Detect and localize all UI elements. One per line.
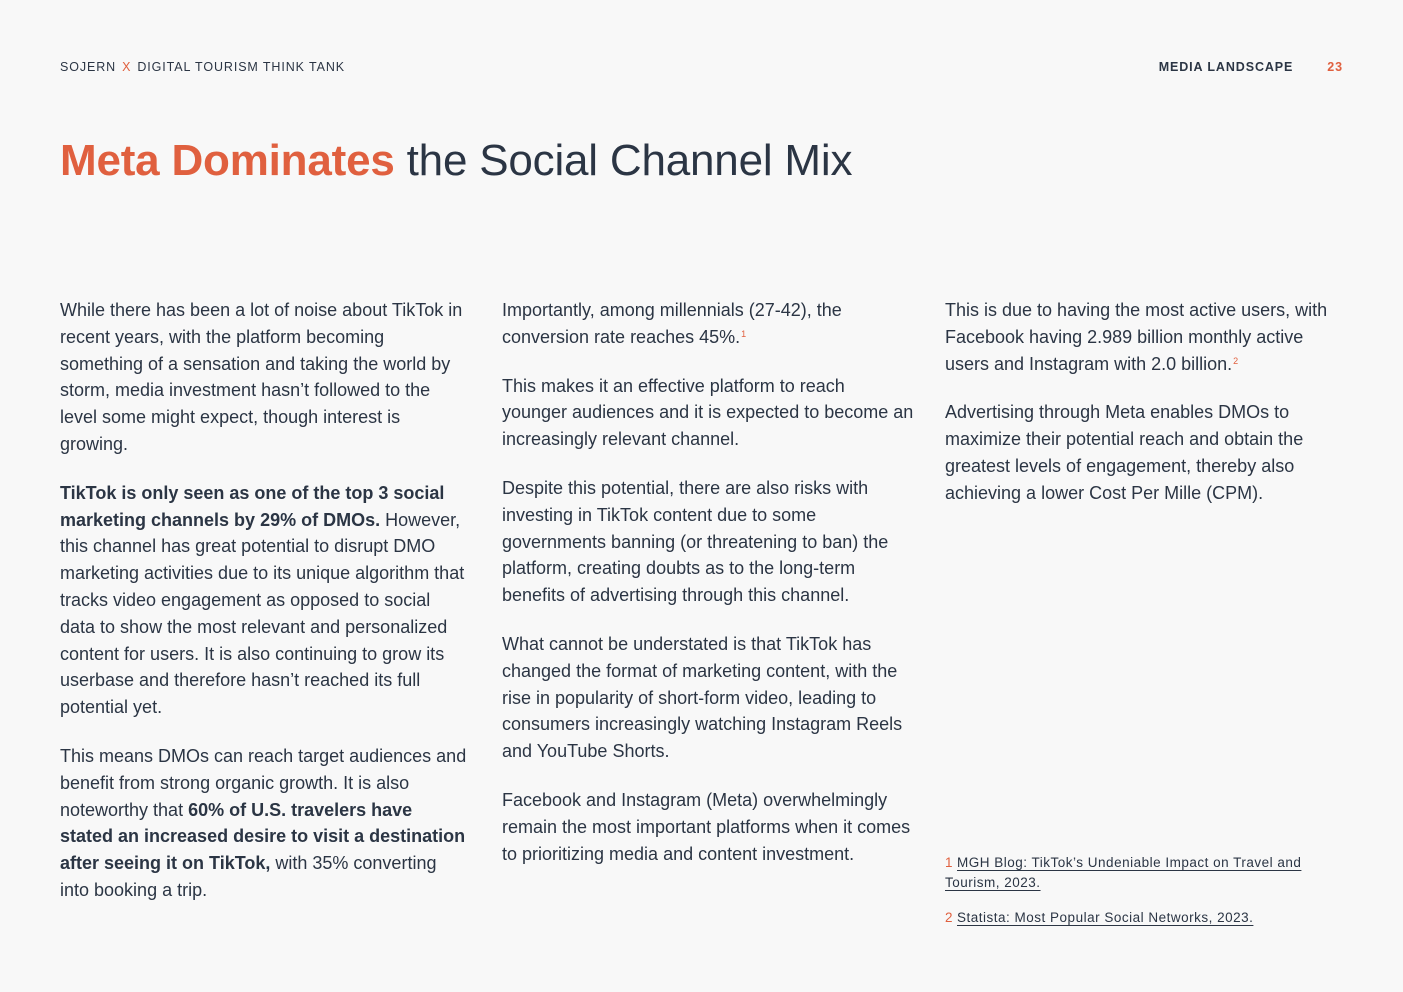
paragraph: While there has been a lot of noise about TikTok in recent years, with the platform becoming something of a sensation and taking the world by storm, media investment hasn’t followed to the level some might expect, though interest is growing. xyxy=(60,300,463,454)
footnote-reference[interactable]: 2 xyxy=(1233,355,1239,366)
footnote-number: 2 xyxy=(945,910,954,925)
header-brand xyxy=(60,60,345,74)
section-label: MEDIA LANDSCAPE xyxy=(1158,60,1294,74)
header-section xyxy=(1159,60,1343,74)
page-title-accent: Meta Dominates xyxy=(60,136,395,185)
footnotes xyxy=(945,853,1345,943)
paragraph: Despite this potential, there are also risks with investing in TikTok content due to some governments banning (or threatening to ban) the platform, creating doubts as to the long-term benefits of advertising through this channel. xyxy=(502,477,889,606)
page-title xyxy=(60,136,852,186)
footnote-number: 1 xyxy=(945,855,954,870)
footnote-2 xyxy=(945,908,1345,928)
paragraph-text: This means DMOs can reach target audiences and benefit from strong organic growth. It is also noteworthy that xyxy=(60,745,467,820)
paragraph: Advertising through Meta enables DMOs to maximize their potential reach and obtain the greatest levels of engagement, thereby also achieving a lower Cost Per Mille (CPM). xyxy=(945,402,1304,503)
paragraph-text: This is due to having the most active users, with Facebook having 2.989 billion monthly active users and Instagram with 2.0 billion. xyxy=(945,300,1328,374)
page-title-rest: the Social Channel Mix xyxy=(394,136,853,185)
paragraph: What cannot be understated is that TikTok has changed the format of marketing content, with the rise in popularity of short-form video, leading to consumers increasingly watching Instagram Reels and YouTube Shorts. xyxy=(502,633,903,762)
footnote-1 xyxy=(945,853,1345,893)
paragraph: This makes it an effective platform to reach younger audiences and it is expected to become an increasingly relevant channel. xyxy=(502,375,914,450)
brand-sojern: SOJERN xyxy=(60,60,117,74)
highlight-text: 60% of U.S. travelers have stated an increased desire to visit a destination after seeing it on TikTok, xyxy=(60,799,466,874)
text-column-3 xyxy=(945,297,1345,529)
brand-dttt: DIGITAL TOURISM THINK TANK xyxy=(137,60,346,74)
page-number: 23 xyxy=(1327,60,1343,74)
footnote-reference[interactable]: 1 xyxy=(741,328,747,339)
paragraph-text: Importantly, among millennials (27-42), the conversion rate reaches 45%. xyxy=(502,300,842,347)
paragraph xyxy=(60,480,470,721)
text-column-2 xyxy=(502,297,914,889)
paragraph xyxy=(60,743,470,904)
text-column-1 xyxy=(60,297,470,926)
paragraph xyxy=(502,297,914,351)
footnote-link[interactable]: Statista: Most Popular Social Networks, 2023. xyxy=(957,910,1254,925)
paragraph xyxy=(945,297,1345,377)
paragraph-text: However, this channel has great potential to disrupt DMO marketing activities due to its unique algorithm that tracks video engagement as opposed to social data to show the most relevant and personalized content for users. It is also continuing to grow its userbase and therefore hasn’t reached its full potential yet. xyxy=(60,509,465,718)
paragraph: Facebook and Instagram (Meta) overwhelmingly remain the most important platforms when it comes to prioritizing media and content investment. xyxy=(502,789,911,864)
highlight-text: TikTok is only seen as one of the top 3 social marketing channels by 29% of DMOs. xyxy=(60,482,445,530)
footnote-link[interactable]: MGH Blog: TikTok’s Undeniable Impact on Travel and Tourism, 2023. xyxy=(945,855,1302,890)
paragraph-text: with 35% converting into booking a trip. xyxy=(60,853,437,900)
brand-separator: X xyxy=(122,60,132,74)
